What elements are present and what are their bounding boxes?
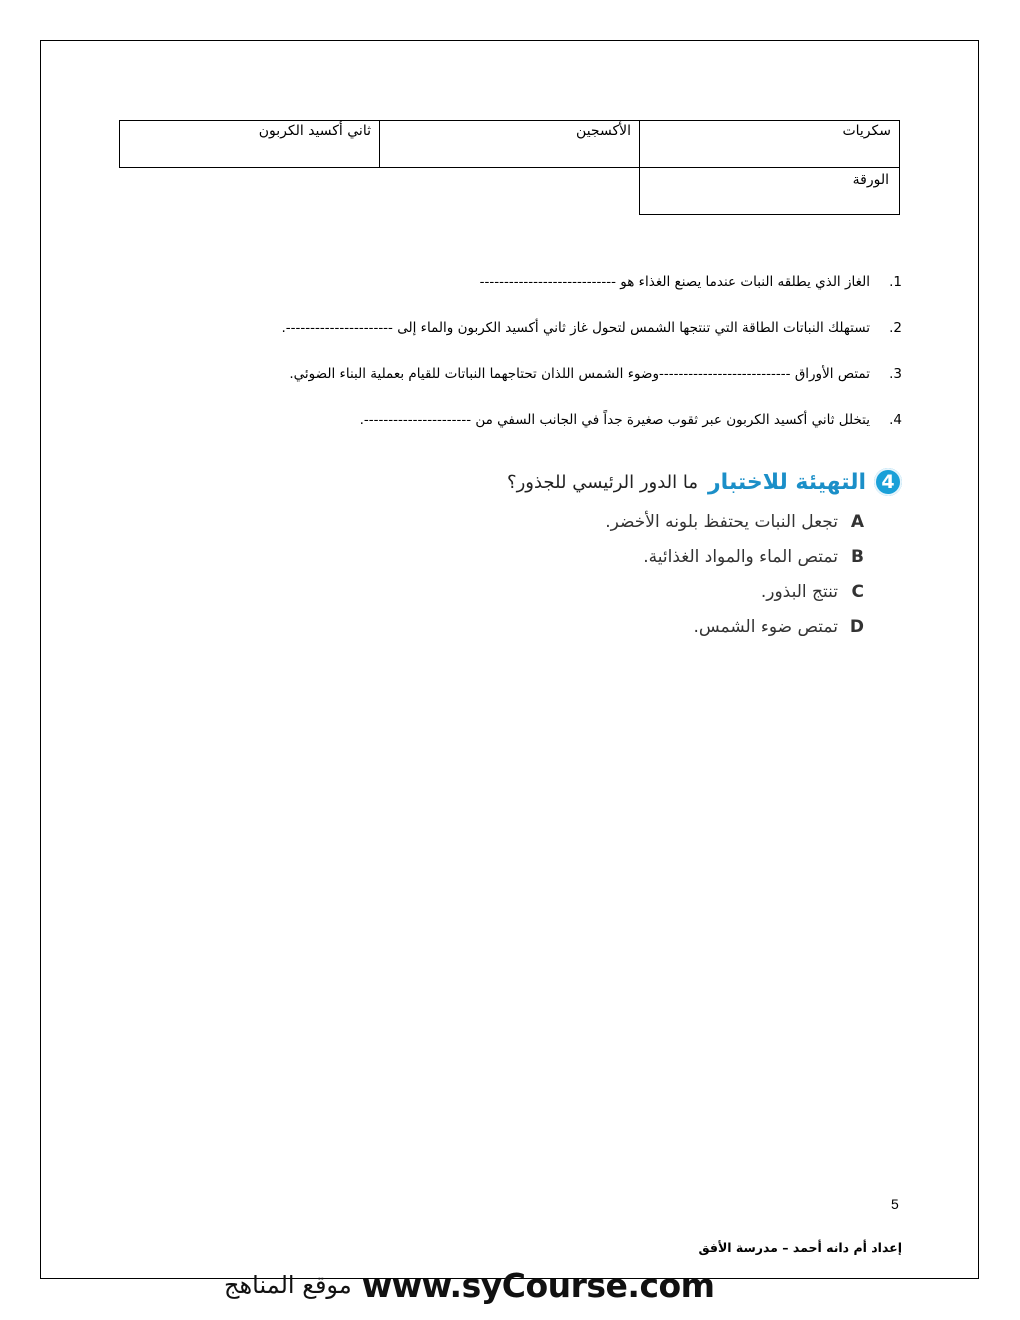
answer-option [382, 504, 902, 539]
option-letter: A [850, 511, 864, 532]
option-text: تمتص ضوء الشمس. [693, 616, 838, 637]
prepared-by-credit: إعداد أم دانه أحمد – مدرسة الأفق [698, 1240, 902, 1255]
answer-option [382, 539, 902, 574]
option-text: تجعل النبات يحتفظ بلونه الأخضر. [605, 511, 838, 532]
question-item [150, 272, 902, 318]
option-text: تنتج البذور. [760, 581, 838, 602]
word-bank-cell: ثاني أكسيد الكربون [119, 120, 380, 168]
option-letter: B [851, 546, 864, 567]
question-text: الغاز الذي يطلقه النبات عندما يصنع الغذاء هو ---------------------------- [479, 274, 870, 290]
question-text: تستهلك النباتات الطاقة التي تنتجها الشمس لتحول غاز ثاني أكسيد الكربون والماء إلى ----------------------. [281, 320, 870, 336]
question-item [150, 364, 902, 410]
question-number: .1 [889, 274, 902, 290]
question-item [150, 318, 902, 364]
number-badge-icon: 4 [874, 468, 902, 496]
question-number: .4 [889, 412, 902, 428]
question-text: يتخلل ثاني أكسيد الكربون عبر ثقوب صغيرة جداً في الجانب السفي من ----------------------. [359, 412, 870, 428]
page-border [40, 40, 979, 1279]
word-bank-cell: الورقة [639, 167, 900, 215]
question-number: .2 [889, 320, 902, 336]
question-text: تمتص الأوراق ---------------------------وضوء الشمس اللذان تحتاجهما النباتات للقيام بعملية البناء الضوئي. [289, 366, 870, 382]
question-number: .3 [889, 366, 902, 382]
page-number: 5 [891, 1196, 899, 1212]
answer-option [382, 609, 902, 644]
option-letter: C [851, 581, 864, 602]
test-prep-section [382, 462, 902, 644]
option-letter: D [849, 616, 864, 637]
question-item [150, 410, 902, 456]
test-prep-question: ما الدور الرئيسي للجذور؟ [507, 471, 699, 493]
word-bank-cell: سكريات [639, 120, 900, 168]
watermark-arabic: موقع المناهج [224, 1271, 352, 1299]
word-bank-table [119, 120, 900, 215]
test-prep-title: التهيئة للاختبار [708, 469, 866, 495]
test-prep-header [382, 462, 902, 502]
answer-option [382, 574, 902, 609]
fill-in-questions [150, 272, 902, 456]
option-text: تمتص الماء والمواد الغذائية. [643, 546, 838, 567]
watermark [224, 1263, 784, 1307]
watermark-url: www.syCourse.com [361, 1265, 715, 1305]
answer-options [382, 504, 902, 644]
word-bank-cell: الأكسجين [379, 120, 640, 168]
